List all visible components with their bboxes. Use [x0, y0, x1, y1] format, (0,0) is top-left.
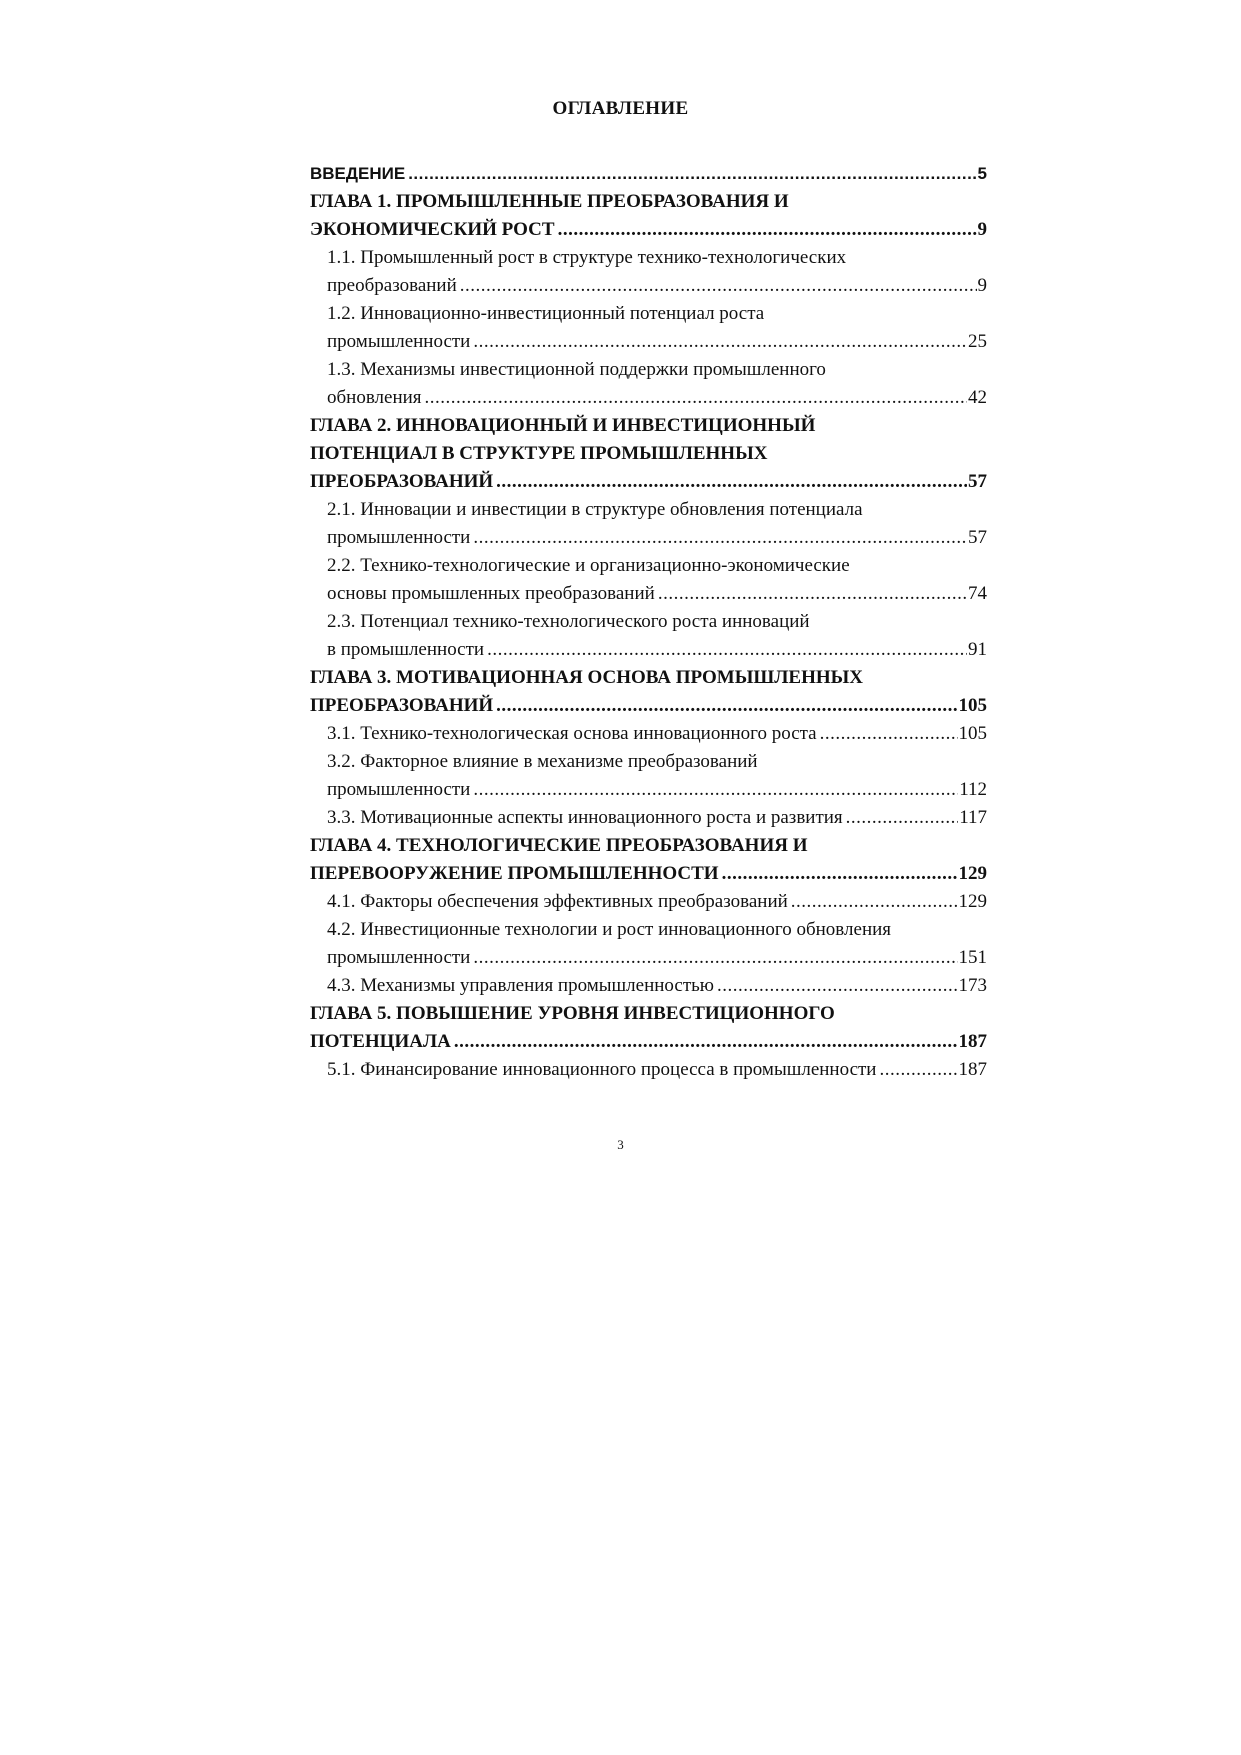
toc-chapter-entry[interactable] — [310, 188, 987, 244]
table-of-contents — [310, 160, 987, 1084]
toc-entry-text: ГЛАВА 5. ПОВЫШЕНИЕ УРОВНЯ ИНВЕСТИЦИОННОГО — [310, 1003, 835, 1024]
toc-page-number: 9 — [977, 219, 987, 240]
toc-line — [310, 552, 987, 580]
toc-entry-text: в промышленности — [327, 639, 485, 660]
dot-leader — [454, 1028, 958, 1056]
toc-line — [310, 888, 987, 916]
toc-chapter-entry[interactable] — [310, 412, 987, 496]
dot-leader — [460, 272, 977, 300]
toc-line — [310, 832, 987, 860]
toc-line — [310, 580, 987, 608]
toc-line — [310, 1028, 987, 1056]
toc-section-entry[interactable] — [310, 300, 987, 356]
toc-entry-text: ПЕРЕВООРУЖЕНИЕ ПРОМЫШЛЕННОСТИ — [310, 863, 719, 884]
toc-entry-text: ГЛАВА 2. ИННОВАЦИОННЫЙ И ИНВЕСТИЦИОННЫЙ — [310, 415, 816, 436]
toc-entry-text: 3.3. Мотивационные аспекты инновационного роста и развития — [327, 807, 843, 828]
toc-line — [310, 1056, 987, 1084]
toc-entry-text: промышленности — [327, 947, 471, 968]
toc-entry-text: ГЛАВА 4. ТЕХНОЛОГИЧЕСКИЕ ПРЕОБРАЗОВАНИЯ И — [310, 835, 808, 856]
dot-leader — [791, 888, 958, 916]
toc-line — [310, 524, 987, 552]
dot-leader — [846, 804, 959, 832]
toc-page-number: 74 — [968, 583, 987, 604]
toc-entry-text: ВВЕДЕНИЕ — [310, 164, 406, 183]
toc-entry-text: промышленности — [327, 527, 471, 548]
toc-line — [310, 636, 987, 664]
dot-leader — [425, 384, 967, 412]
toc-line — [310, 1000, 987, 1028]
toc-entry-text: ПРЕОБРАЗОВАНИЙ — [310, 695, 494, 716]
toc-entry-text: промышленности — [327, 779, 471, 800]
toc-page-number: 9 — [977, 275, 987, 296]
toc-entry-text: преобразований — [327, 275, 457, 296]
toc-page-number: 42 — [968, 387, 987, 408]
toc-line — [310, 244, 987, 272]
dot-leader — [496, 468, 967, 496]
dot-leader — [820, 720, 958, 748]
toc-entry-text: 2.3. Потенциал технико-технологического роста инноваций — [327, 611, 810, 632]
toc-line — [310, 468, 987, 496]
dot-leader — [722, 860, 958, 888]
toc-entry-text: промышленности — [327, 331, 471, 352]
dot-leader — [408, 160, 976, 188]
toc-line — [310, 664, 987, 692]
toc-section-entry[interactable] — [310, 804, 987, 832]
toc-line — [310, 356, 987, 384]
toc-page-number: 129 — [958, 863, 987, 884]
toc-page-number: 57 — [968, 527, 987, 548]
toc-section-entry[interactable] — [310, 720, 987, 748]
toc-line — [310, 216, 987, 244]
toc-line — [310, 608, 987, 636]
toc-entry-text: 5.1. Финансирование инновационного процесса в промышленности — [327, 1059, 877, 1080]
toc-page-number: 187 — [958, 1059, 987, 1080]
toc-line — [310, 496, 987, 524]
toc-line — [310, 188, 987, 216]
dot-leader — [496, 692, 957, 720]
dot-leader — [473, 944, 957, 972]
toc-page-number: 5 — [977, 164, 987, 183]
toc-entry-text: 4.2. Инвестиционные технологии и рост инновационного обновления — [327, 919, 892, 940]
dot-leader — [487, 636, 967, 664]
toc-page-number: 25 — [968, 331, 987, 352]
toc-line — [310, 384, 987, 412]
toc-entry-text: ПРЕОБРАЗОВАНИЙ — [310, 471, 494, 492]
toc-line — [310, 972, 987, 1000]
toc-entry-text: 1.1. Промышленный рост в структуре технико-технологических — [327, 247, 847, 268]
toc-page-number: 151 — [958, 947, 987, 968]
toc-entry-text: 3.2. Факторное влияние в механизме преобразований — [327, 751, 758, 772]
toc-entry-text: ГЛАВА 3. МОТИВАЦИОННАЯ ОСНОВА ПРОМЫШЛЕННЫХ — [310, 667, 864, 688]
toc-line — [310, 412, 987, 440]
toc-entry-text: ПОТЕНЦИАЛ В СТРУКТУРЕ ПРОМЫШЛЕННЫХ — [310, 443, 768, 464]
toc-line — [310, 440, 987, 468]
toc-section-entry[interactable] — [310, 356, 987, 412]
toc-line — [310, 860, 987, 888]
dot-leader — [473, 776, 958, 804]
toc-page-number: 112 — [959, 779, 987, 800]
toc-entry-text: 4.3. Механизмы управления промышленностью — [327, 975, 714, 996]
toc-line — [310, 804, 987, 832]
toc-entry-text: ПОТЕНЦИАЛА — [310, 1031, 451, 1052]
toc-line — [310, 160, 987, 188]
toc-line — [310, 748, 987, 776]
toc-entry-text: 1.2. Инновационно-инвестиционный потенциал роста — [327, 303, 765, 324]
toc-chapter-entry[interactable] — [310, 664, 987, 720]
page-number: 3 — [617, 1137, 624, 1152]
dot-leader — [473, 328, 967, 356]
toc-line — [310, 692, 987, 720]
toc-chapter-entry[interactable] — [310, 160, 987, 188]
dot-leader — [473, 524, 967, 552]
toc-section-entry[interactable] — [310, 748, 987, 804]
toc-entry-text: ЭКОНОМИЧЕСКИЙ РОСТ — [310, 219, 555, 240]
toc-page-number: 105 — [958, 695, 987, 716]
toc-section-entry[interactable] — [310, 888, 987, 916]
toc-line — [310, 272, 987, 300]
toc-chapter-entry[interactable] — [310, 1000, 987, 1056]
dot-leader — [658, 580, 967, 608]
page-title: ОГЛАВЛЕНИЕ — [552, 98, 689, 119]
toc-entry-text: 1.3. Механизмы инвестиционной поддержки промышленного — [327, 359, 826, 380]
dot-leader — [558, 216, 977, 244]
toc-section-entry[interactable] — [310, 552, 987, 608]
toc-section-entry[interactable] — [310, 972, 987, 1000]
toc-line — [310, 328, 987, 356]
toc-page-number: 173 — [958, 975, 987, 996]
toc-page-number: 117 — [959, 807, 987, 828]
toc-page-number: 187 — [958, 1031, 987, 1052]
toc-entry-text: основы промышленных преобразований — [327, 583, 655, 604]
toc-entry-text: 4.1. Факторы обеспечения эффективных преобразований — [327, 891, 788, 912]
toc-entry-text: ГЛАВА 1. ПРОМЫШЛЕННЫЕ ПРЕОБРАЗОВАНИЯ И — [310, 191, 789, 212]
toc-line — [310, 300, 987, 328]
toc-page-number: 91 — [968, 639, 987, 660]
toc-page-number: 57 — [968, 471, 987, 492]
toc-section-entry[interactable] — [310, 608, 987, 664]
toc-entry-text: 3.1. Технико-технологическая основа инновационного роста — [327, 723, 817, 744]
toc-entry-text: 2.1. Инновации и инвестиции в структуре обновления потенциала — [327, 499, 863, 520]
toc-section-entry[interactable] — [310, 916, 987, 972]
toc-line — [310, 916, 987, 944]
toc-line — [310, 720, 987, 748]
toc-chapter-entry[interactable] — [310, 832, 987, 888]
toc-page-number: 129 — [958, 891, 987, 912]
toc-entry-text: обновления — [327, 387, 422, 408]
toc-section-entry[interactable] — [310, 1056, 987, 1084]
toc-line — [310, 776, 987, 804]
dot-leader — [717, 972, 958, 1000]
toc-section-entry[interactable] — [310, 496, 987, 552]
dot-leader — [879, 1056, 957, 1084]
toc-section-entry[interactable] — [310, 244, 987, 300]
toc-entry-text: 2.2. Технико-технологические и организационно-экономические — [327, 555, 850, 576]
toc-page-number: 105 — [958, 723, 987, 744]
toc-line — [310, 944, 987, 972]
